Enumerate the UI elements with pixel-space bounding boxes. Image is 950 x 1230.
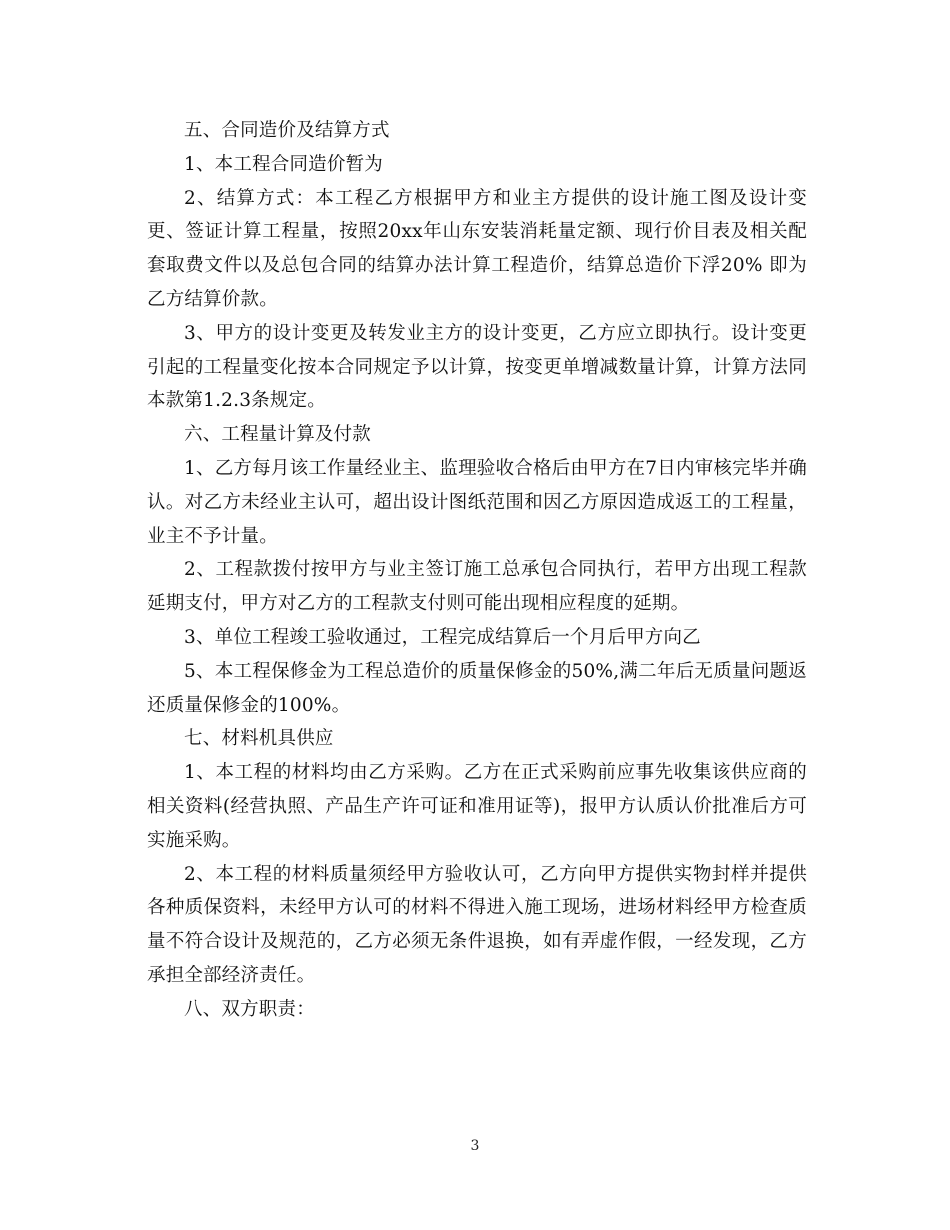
paragraph: 1、乙方每月该工作量经业主、监理验收合格后由甲方在7日内审核完毕并确认。对乙方未经业主认可，超出设计图纸范围和因乙方原因造成返工的工程量，业主不予计量。 bbox=[147, 457, 807, 547]
document-body bbox=[147, 114, 807, 1027]
page-number: 3 bbox=[470, 1138, 480, 1154]
paragraph: 3、甲方的设计变更及转发业主方的设计变更，乙方应立即执行。设计变更引起的工程量变化按本合同规定予以计算，按变更单增减数量计算，计算方法同本款第1.2.3条规定。 bbox=[147, 322, 807, 412]
paragraph: 1、本工程合同造价暂为 bbox=[184, 153, 383, 175]
paragraph: 2、本工程的材料质量须经甲方验收认可，乙方向甲方提供实物封样并提供各种质保资料，未经甲方认可的材料不得进入施工现场，进场材料经甲方检查质量不符合设计及规范的，乙方必须无条件退换，如有弄虚作假，一经发现，乙方承担全部经济责任。 bbox=[147, 863, 807, 986]
paragraph: 2、工程款拨付按甲方与业主签订施工总承包合同执行，若甲方出现工程款延期支付，甲方对乙方的工程款支付则可能出现相应程度的延期。 bbox=[147, 559, 807, 615]
paragraph: 3、单位工程竣工验收通过，工程完成结算后一个月后甲方向乙 bbox=[184, 626, 701, 648]
paragraph: 1、本工程的材料均由乙方采购。乙方在正式采购前应事先收集该供应商的相关资料(经营执照、产品生产许可证和准用证等)，报甲方认质认价批准后方可实施采购。 bbox=[147, 762, 807, 851]
section-heading-seven: 七、材料机具供应 bbox=[184, 728, 334, 750]
section-heading-eight: 八、双方职责： bbox=[184, 998, 315, 1020]
paragraph: 5、本工程保修金为工程总造价的质量保修金的50%,满二年后无质量问题返还质量保修金的100%。 bbox=[147, 660, 807, 716]
section-heading-five: 五、合同造价及结算方式 bbox=[184, 120, 390, 141]
section-heading-six: 六、工程量计算及付款 bbox=[184, 424, 372, 446]
paragraph: 2、结算方式：本工程乙方根据甲方和业主方提供的设计施工图及设计变更、签证计算工程量，按照20xx年山东安装消耗量定额、现行价目表及相关配套取费文件以及总包合同的结算办法计算工程造价，结算总造价下浮20% 即为乙方结算价款。 bbox=[147, 187, 807, 310]
